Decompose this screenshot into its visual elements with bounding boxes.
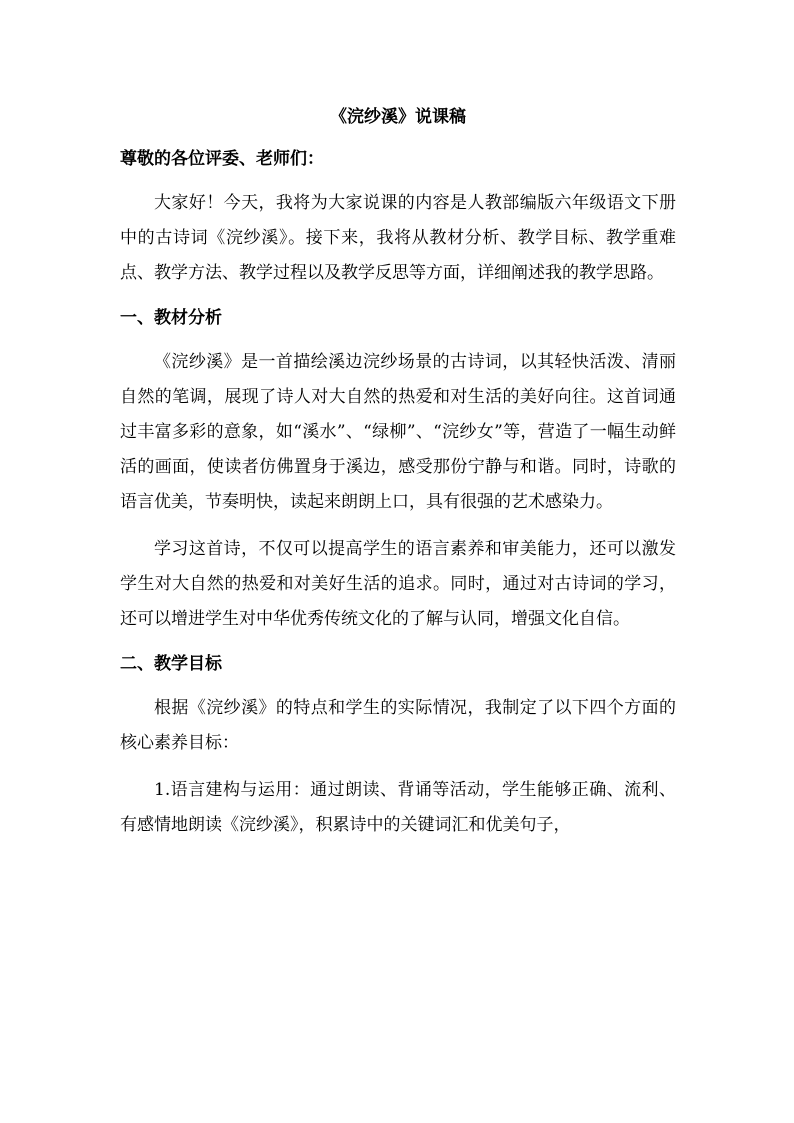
section-heading-textbook-analysis: 一、教材分析 bbox=[120, 308, 222, 328]
intro-paragraph: 大家好！今天，我将为大家说课的内容是人教部编版六年级语文下册中的古诗词《浣纱溪》。接下来，我将从教材分析、教学目标、教学重难点、教学方法、教学过程以及教学反思等方面，详细阐述我的教学思路。 bbox=[120, 193, 676, 283]
document-content bbox=[120, 96, 676, 849]
section-heading-teaching-goals: 二、教学目标 bbox=[120, 654, 222, 674]
teaching-goals-paragraph-2: 1.语言建构与运用：通过朗读、背诵等活动，学生能够正确、流利、有感情地朗读《浣纱溪》，积累诗中的关键词汇和优美句子， bbox=[120, 780, 676, 835]
document-title: 《浣纱溪》说课稿 bbox=[330, 107, 466, 127]
salutation: 尊敬的各位评委、老师们： bbox=[120, 149, 324, 169]
textbook-analysis-paragraph-2: 学习这首诗，不仅可以提高学生的语言素养和审美能力，还可以激发学生对大自然的热爱和对美好生活的追求。同时，通过对古诗词的学习，还可以增进学生对中华优秀传统文化的了解与认同，增强文化自信。 bbox=[120, 539, 676, 629]
textbook-analysis-paragraph-1: 《浣纱溪》是一首描绘溪边浣纱场景的古诗词，以其轻快活泼、清丽自然的笔调，展现了诗人对大自然的热爱和对生活的美好向往。这首词通过丰富多彩的意象，如“溪水”、“绿柳”、“浣纱女”等，营造了一幅生动鲜活的画面，使读者仿佛置身于溪边，感受那份宁静与和谐。同时，诗歌的语言优美，节奏明快，读起来朗朗上口，具有很强的艺术感染力。 bbox=[120, 352, 676, 512]
teaching-goals-paragraph-1: 根据《浣纱溪》的特点和学生的实际情况，我制定了以下四个方面的核心素养目标： bbox=[120, 698, 676, 753]
